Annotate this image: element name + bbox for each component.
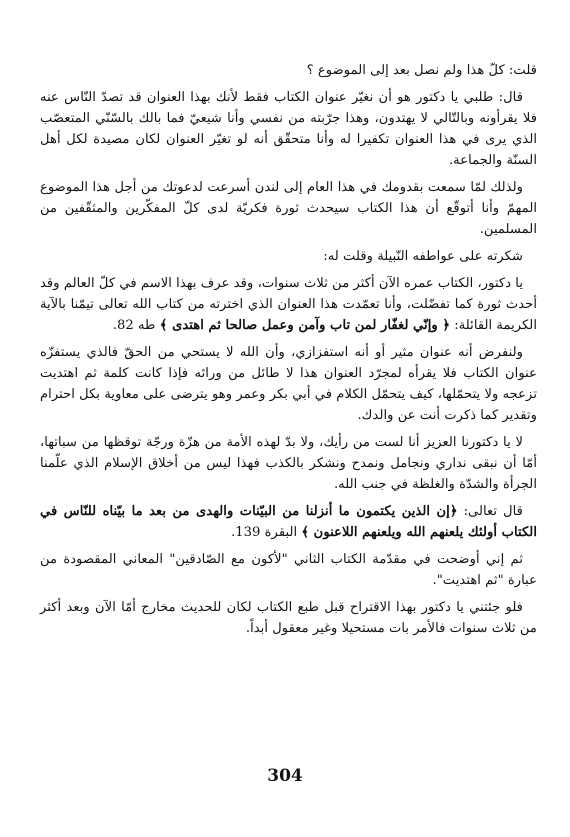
paragraph-text: البقرة 139. — [231, 525, 302, 540]
paragraph — [40, 177, 537, 240]
paragraph-text: فلو جئتني يا دكتور بهذا الاقتراح قبل طبع الكتاب لكان للحديث مخارج أمّا الآن وبعد أكثر من ثلاث سنوات فالأمر بات مستحيلا وغير معقول أبداً. — [40, 600, 537, 636]
paragraph — [40, 246, 537, 267]
paragraph-text: قلت: كلّ هذا ولم نصل بعد إلى الموضوع ؟ — [306, 63, 537, 78]
paragraph — [40, 273, 537, 336]
paragraph-text: يا دكتور، الكتاب عمره الآن أكثر من ثلاث سنوات، وقد عرف بهذا الاسم في كلّ العالم وقد أحدث ثورة كما تفضّلت، وأنا تعمّدت هذا العنوان الذي اخترته من كتاب الله تعالى تيمّنا بالآية الكريمة القائلة: — [40, 276, 537, 333]
body-text — [40, 60, 537, 645]
paragraph-text: قال تعالى: — [457, 504, 523, 519]
paragraph-text: شكرته على عواطفه النّبيلة وقلت له: — [323, 249, 523, 264]
paragraph — [40, 87, 537, 171]
quran-verse: ﴿إن الذين يكتمون ما أنزلنا من البيّنات والهدى من بعد ما بيّناه للنّاس في الكتاب أولئك يلعنهم الله ويلعنهم اللاعنون ﴾ — [40, 504, 537, 540]
paragraph — [40, 597, 537, 639]
quran-verse: ﴿ وإنّي لغفّار لمن تاب وآمن وعمل صالحا ثم اهتدى ﴾ — [159, 318, 451, 333]
paragraph — [40, 549, 537, 591]
page-number: 304 — [267, 766, 303, 786]
paragraph-text: ولذلك لمّا سمعت بقدومك في هذا العام إلى لندن أسرعت لدعوتك من أجل هذا الموضوع المهمّ وأنا أتوقّع أن هذا الكتاب سيحدث ثورة فكريّة لدى كلّ المفكّرين والمثقّفين من المسلمين. — [40, 180, 537, 237]
paragraph-text: ثم إني أوضحت في مقدّمة الكتاب الثاني "لأكون مع الصّادقين" المعاني المقصودة من عبارة "ثم اهتديت". — [40, 552, 537, 588]
paragraph — [40, 60, 537, 81]
paragraph-text: ولنفرض أنه عنوان مثير أو أنه استفزازي، وأن الله لا يستحي من الحقّ فالذي يستفزّه عنوان الكتاب فلا يقرأه لمجرّد العنوان هذا لا طائل من ورائه فإذا كانت كلمة ثم اهتديت تزعجه ولا يتحمّلها، كيف يتحمّل الكلام في أبي بكر وعمر وهو يترضى على معاوية بكل احترام وتقدير كما ذكرت أنت عن والدك. — [40, 345, 537, 423]
paragraph — [40, 501, 537, 543]
paragraph-text: قال: طلبي يا دكتور هو أن نغيّر عنوان الكتاب فقط لأنك بهذا العنوان قد تصدّ النّاس عنه فلا يقرأونه وبالتّالي لا يهتدون، وهذا جرّبته من نفسي وأنا شيعيّ فما بالك بالسّنّي المتعصّب الذي يرى في هذا العنوان تكفيرا له وأنا متحقّق أنه لو تغيّر العنوان لكان مصيدة لكل أهل السنّة والجماعة. — [40, 90, 537, 168]
paragraph-text: طه 82. — [112, 318, 160, 333]
paragraph — [40, 432, 537, 495]
paragraph — [40, 342, 537, 426]
paragraph-text: لا يا دكتورنا العزيز أنا لست من رأيك، ولا بدّ لهذه الأمة من هزّة ورجّة توقظها من سباتها، أمّا أن نبقى نداري ونجامل ونمدح ونشكر بالكذب فهذا ليس من أخلاق الإسلام الذي علّمنا الجرأة والشدّة والغلظة في جنب الله. — [40, 435, 537, 492]
